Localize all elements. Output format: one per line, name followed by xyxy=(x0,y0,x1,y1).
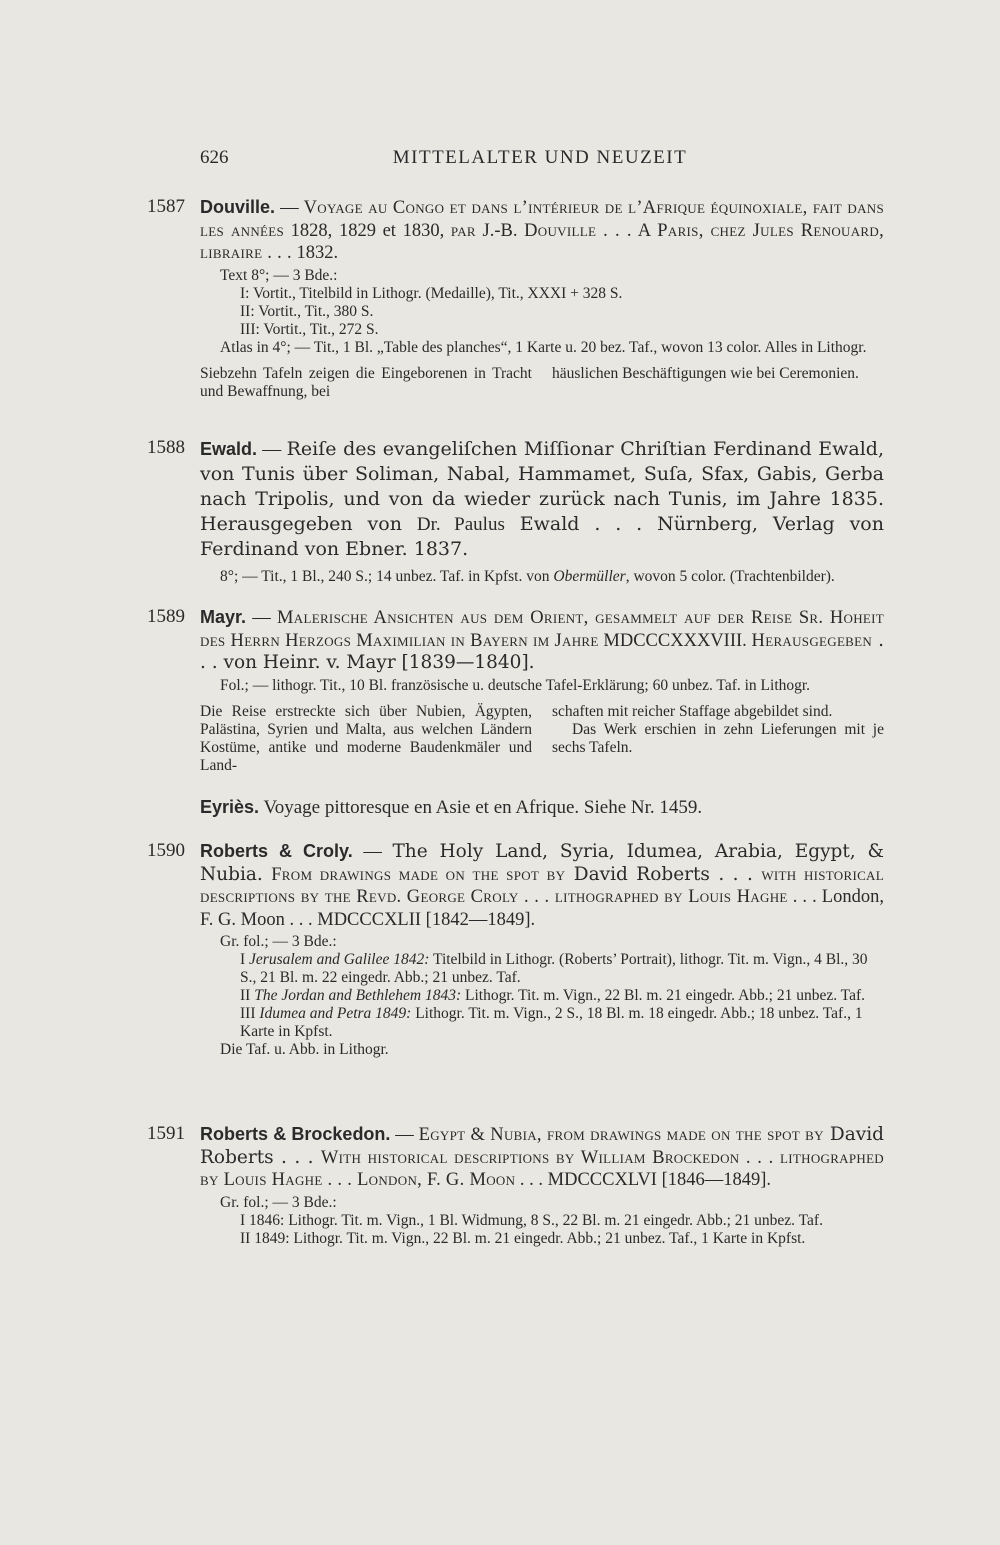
title-text: Malerische Ansichten aus dem Orient, gesammelt auf der Reise Sr. Hoheit des Herrn Herzogs Maximilian in Bayern im Jahre xyxy=(200,608,885,651)
cross-reference xyxy=(200,797,884,819)
title-text: With historical descriptions by William Brockedon . . . lithographed by Louis Haghe . . . London, F. G. Moon xyxy=(200,1147,884,1190)
title-text: David Roberts . . . xyxy=(200,1124,884,1168)
entry-author: Eyriès. xyxy=(200,797,260,817)
dash: — xyxy=(257,439,287,460)
collation-text: Titelbild in Lithogr. (Roberts’ Portrait), lithogr. Tit. m. Vign., 4 Bl., 30 S., 21 Bl. m. 22 eingedr. Abb.; 21 unbez. Taf. xyxy=(240,951,868,986)
entry-title xyxy=(200,196,884,265)
title-years: 1828, 1829 et 1830, xyxy=(284,220,451,241)
entry-number: 1588 xyxy=(147,437,185,458)
entry-1587 xyxy=(147,196,884,401)
engraver-name: Obermüller xyxy=(553,568,626,585)
collation-line: Gr. fol.; — 3 Bde.: xyxy=(220,933,337,950)
entry-author: Roberts & Croly. xyxy=(200,841,353,861)
collation-text: 8°; — Tit., 1 Bl., 240 S.; 14 unbez. Taf. in Kpfst. von xyxy=(220,568,554,585)
entry-author: Ewald. xyxy=(200,439,258,459)
annotation-right: Das Werk erschien in zehn Lieferungen mit je sechs Tafeln. xyxy=(552,720,884,756)
title-imprint: . . . London, F. G. Moon . . . MDCCCXLII [1842—1849]. xyxy=(200,887,884,930)
title-text: Douville . . . A Paris, chez Jules Renouard, libraire . . . xyxy=(200,220,885,263)
collation xyxy=(200,267,884,357)
collation xyxy=(200,564,884,586)
entry-title xyxy=(200,606,884,675)
entry-number: 1590 xyxy=(147,840,185,861)
collation-line: Fol.; — lithogr. Tit., 10 Bl. französische u. deutsche Tafel-Erklärung; 60 unbez. Taf. in Lithogr. xyxy=(220,676,811,694)
collation-line: II: Vortit., Tit., 380 S. xyxy=(240,302,374,320)
annotation-right: häuslichen Beschäftigungen wie bei Ceremonien. xyxy=(552,364,859,382)
entry-1589 xyxy=(147,606,884,775)
collation-line xyxy=(200,564,884,586)
collation-line xyxy=(200,1005,884,1041)
collation-text: Lithogr. Tit. m. Vign., 22 Bl. m. 21 eingedr. Abb.; 21 unbez. Taf. xyxy=(461,987,865,1004)
entry-1591 xyxy=(147,1123,884,1248)
volume-title: Jerusalem and Galilee 1842: xyxy=(249,951,430,968)
collation-line: I: Vortit., Titelbild in Lithogr. (Medaille), Tit., XXXI + 328 S. xyxy=(240,284,623,302)
title-text: . . . von Heinr. v. Mayr [1839—1840]. xyxy=(200,629,885,673)
entry-title xyxy=(200,1123,884,1192)
title-imprint: . . . MDCCCXLVI [1846—1849]. xyxy=(515,1170,772,1190)
collation-line: Atlas in 4°; — Tit., 1 Bl. „Table des planches“, 1 Karte u. 20 bez. Taf., wovon 13 color. Alles in Lithogr. xyxy=(220,338,867,356)
page-number: 626 xyxy=(200,147,229,168)
collation xyxy=(200,677,884,695)
title-year: 1832. xyxy=(291,243,339,263)
volume-title: The Jordan and Bethlehem 1843: xyxy=(254,987,462,1004)
title-text: The Holy Land, Syria, Idumea, Arabia, Egypt, & Nubia. xyxy=(200,841,885,885)
collation-line: I 1846: Lithogr. Tit. m. Vign., 1 Bl. Widmung, 8 S., 22 Bl. m. 21 eingedr. Abb.; 21 unbez. Taf. xyxy=(240,1211,823,1229)
entry-1590 xyxy=(147,840,884,1059)
collation-line: Gr. fol.; — 3 Bde.: xyxy=(220,1193,337,1211)
entry-number: 1591 xyxy=(147,1123,185,1144)
volume-title: Idumea and Petra 1849: xyxy=(259,1005,412,1022)
title-text: with historical descriptions by the Revd. George Croly . . . lithographed by Louis Haghe xyxy=(200,864,884,907)
collation-text: , wovon 5 color. (Trachtenbilder). xyxy=(625,568,835,585)
collation-text: Lithogr. Tit. m. Vign., 2 S., 18 Bl. m. 18 eingedr. Abb.; 18 unbez. Taf., 1 Karte in Kpfst. xyxy=(240,1005,863,1040)
collation xyxy=(200,1194,884,1248)
title-text: Ewald . . . Nürnberg, Verlag von Ferdinand von Ebner. 1837. xyxy=(200,513,884,560)
annotation xyxy=(200,703,884,775)
title-initials: J.-B. xyxy=(475,220,525,241)
dash: — xyxy=(275,198,304,218)
entry-number: 1589 xyxy=(147,606,185,627)
title-text: par xyxy=(450,220,476,241)
page-header xyxy=(200,147,880,175)
entry-author: Mayr. xyxy=(200,607,247,627)
entry-title xyxy=(200,840,884,931)
collation-line xyxy=(200,987,884,1005)
collation xyxy=(200,933,884,1059)
title-text: Herausgegeben xyxy=(751,630,873,651)
volume-number: II xyxy=(240,987,255,1004)
title-text: Reiſe des evangeliſchen Miſſionar Chriſtian Ferdinand Ewald, von Tunis über Soliman, Nabal, Hammamet, Suſa, Sfax, Gabis, Gerba nach Tripolis, und von da wieder zurück nach Tunis, im Jahre 1835. Herausgegeben von xyxy=(200,438,884,535)
collation-line: II 1849: Lithogr. Tit. m. Vign., 22 Bl. m. 21 eingedr. Abb.; 21 unbez. Taf., 1 Karte in Kpfst. xyxy=(240,1229,806,1247)
entry-1588 xyxy=(147,437,884,586)
dash: — xyxy=(246,608,278,628)
dash: — xyxy=(352,842,393,862)
title-year: MDCCCXXXVIII. xyxy=(598,630,752,651)
annotation xyxy=(200,365,884,401)
collation-line: Text 8°; — 3 Bde.: xyxy=(220,266,338,284)
entry-title xyxy=(200,437,884,562)
entry-author: Roberts & Brockedon. xyxy=(200,1124,391,1144)
title-text: David Roberts . . . xyxy=(565,863,762,885)
annotation-left: Die Reise erstreckte sich über Nubien, Ägypten, Palästina, Syrien und Malta, aus welchen Ländern Kostüme, antike und moderne Baudenkmäler und Land- xyxy=(200,702,532,774)
volume-number: III xyxy=(240,1005,260,1022)
reference-text: Voyage pittoresque en Asie et en Afrique. Siehe Nr. 1459. xyxy=(259,797,703,818)
title-editor: Dr. Paulus xyxy=(416,514,505,535)
collation-line xyxy=(200,951,884,987)
collation-line: III: Vortit., Tit., 272 S. xyxy=(240,320,379,338)
volume-number: I xyxy=(240,951,250,968)
annotation-left: Siebzehn Tafeln zeigen die Eingeborenen in Tracht und Bewaffnung, bei xyxy=(200,364,532,400)
entry-author: Douville. xyxy=(200,197,276,217)
entry-number: 1587 xyxy=(147,196,185,217)
annotation-right: schaften mit reicher Staffage abgebildet sind. xyxy=(552,702,833,720)
title-text: Voyage au Congo et dans l’intérieur de l’Afrique équinoxiale, fait dans les années xyxy=(200,198,884,241)
running-title: MITTELALTER UND NEUZEIT xyxy=(392,147,688,168)
title-text: From drawings made on the spot by xyxy=(271,864,566,885)
title-text: Egypt & Nubia, from drawings made on the spot by xyxy=(418,1125,824,1145)
collation-line: Die Taf. u. Abb. in Lithogr. xyxy=(220,1041,389,1058)
dash: — xyxy=(390,1125,419,1145)
